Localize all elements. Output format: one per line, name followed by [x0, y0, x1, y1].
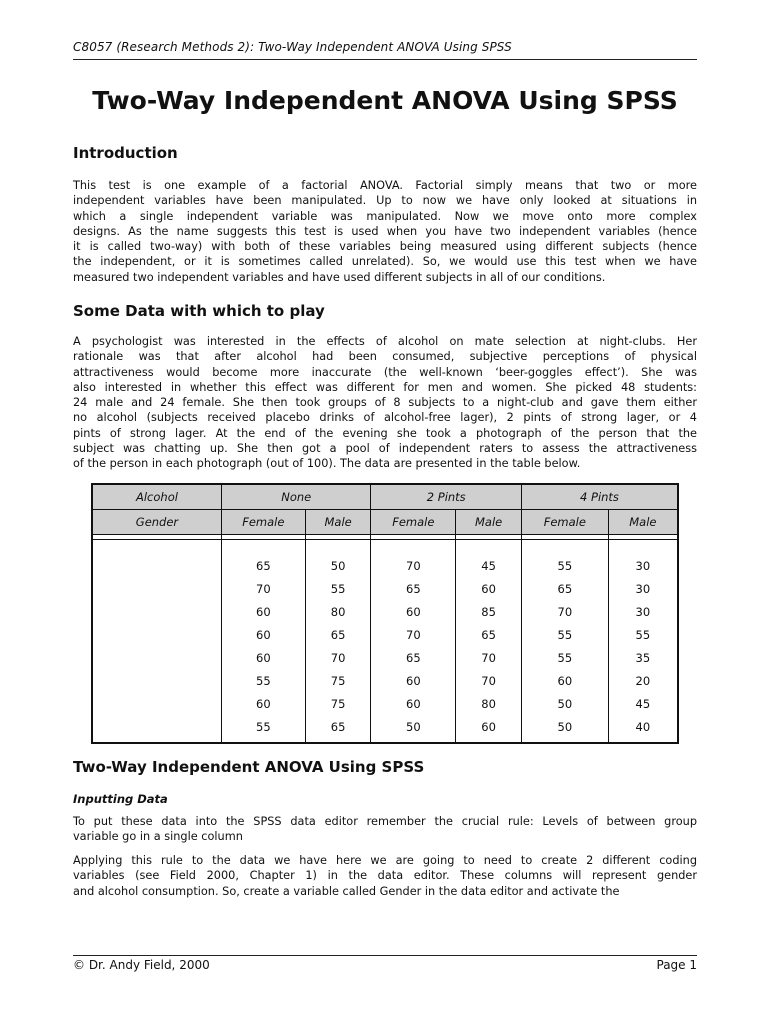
footer-copyright: © Dr. Andy Field, 2000: [73, 958, 210, 972]
table-cell: 60: [371, 600, 456, 623]
table-cell: 85: [456, 600, 522, 623]
text-line: of the person in each photograph (out of 100). The data are presented in the table below.: [73, 457, 581, 471]
table-cell: 50: [521, 692, 608, 715]
some-data-heading: Some Data with which to play: [73, 302, 325, 320]
table-row: [92, 715, 678, 738]
text-line: measured two independent variables and have used different subjects in all of our conditions.: [73, 270, 606, 284]
table-cell: 55: [221, 669, 305, 692]
gender-header: Female: [221, 510, 305, 535]
table-cell: 70: [371, 623, 456, 646]
table-row: [92, 577, 678, 600]
table-row: [92, 692, 678, 715]
table-row: [92, 669, 678, 692]
group-2-pints: 2 Pints: [371, 484, 522, 510]
table-header-alcohol-row: [92, 484, 678, 510]
table-cell: 60: [221, 692, 305, 715]
row-label-cell: [92, 623, 221, 646]
table-cell: 50: [521, 715, 608, 738]
table-cell: 65: [521, 577, 608, 600]
table-cell: 45: [456, 554, 522, 577]
text-line: 24 male and 24 female. She then took groups of 8 subjects to a night-club and gave them either: [73, 396, 697, 410]
table-cell: 60: [371, 669, 456, 692]
running-header: C8057 (Research Methods 2): Two-Way Independent ANOVA Using SPSS: [73, 40, 512, 54]
row-label-cell: [92, 715, 221, 738]
table-cell: 70: [371, 554, 456, 577]
table-cell: 65: [305, 623, 371, 646]
text-line: Applying this rule to the data we have here we are going to need to create 2 different coding: [73, 854, 697, 867]
gender-header: Female: [521, 510, 608, 535]
text-line: variables (see Field 2000, Chapter 1) in the data editor. These columns will represent gender: [73, 869, 697, 883]
introduction-heading: Introduction: [73, 144, 178, 162]
table-cell: 60: [221, 623, 305, 646]
text-line: A psychologist was interested in the effects of alcohol on mate selection at night-clubs. Her: [73, 335, 697, 348]
row-label-cell: [92, 600, 221, 623]
text-line: rationale was that after alcohol had been consumed, subjective perceptions of physical: [73, 350, 697, 364]
attractiveness-data-table: [91, 483, 679, 744]
table-cell: 70: [456, 646, 522, 669]
table-cell: 30: [608, 554, 678, 577]
table-cell: 55: [608, 623, 678, 646]
table-cell: 60: [371, 692, 456, 715]
table-cell: 75: [305, 692, 371, 715]
table-row: [92, 600, 678, 623]
text-line: pints of strong lager. At the end of the evening she took a photograph of the person that the: [73, 426, 697, 440]
table-cell: 55: [521, 646, 608, 669]
footer-page-number: Page 1: [656, 958, 697, 972]
some-data-paragraph: [73, 334, 697, 472]
table-cell: 55: [305, 577, 371, 600]
table-cell: 35: [608, 646, 678, 669]
table-cell: 80: [456, 692, 522, 715]
table-cell: 45: [608, 692, 678, 715]
gender-header: Male: [608, 510, 678, 535]
table-cell: 80: [305, 600, 371, 623]
inputting-data-subheading: Inputting Data: [73, 792, 168, 806]
footer-rule: [73, 955, 697, 956]
table-row: [92, 623, 678, 646]
text-line: designs. As the name suggests this test is used when you have two independent variables (hence: [73, 224, 697, 238]
table-cell: 55: [521, 623, 608, 646]
table-cell: 70: [521, 600, 608, 623]
text-line: variable go in a single column: [73, 830, 243, 844]
row-label-cell: [92, 577, 221, 600]
table-row: [92, 646, 678, 669]
table-cell: 65: [305, 715, 371, 738]
gender-label: Gender: [92, 510, 221, 535]
text-line: no alcohol (subjects received placebo drinks of alcohol-free lager), 2 pints of strong lager, or 4: [73, 411, 697, 425]
table-row: [92, 554, 678, 577]
coding-variables-paragraph: [73, 853, 697, 899]
group-none: None: [221, 484, 371, 510]
table-cell: 60: [456, 577, 522, 600]
table-cell: 65: [221, 554, 305, 577]
table-cell: 20: [608, 669, 678, 692]
gender-header: Male: [456, 510, 522, 535]
text-line: and alcohol consumption. So, create a variable called Gender in the data editor and activate the: [73, 884, 620, 898]
text-line: attractiveness would become more inaccurate (the well-known ‘beer-goggles effect’). She was: [73, 365, 697, 379]
text-line: independent variables have been manipulated. Up to now we have only looked at situations in: [73, 194, 697, 208]
table-cell: 55: [221, 715, 305, 738]
table-cell: 55: [521, 554, 608, 577]
text-line: the independent, or it is sometimes called unrelated). So, we would use this test when we have: [73, 255, 697, 269]
header-rule: [73, 59, 697, 60]
table-cell: 30: [608, 577, 678, 600]
table-cell: 75: [305, 669, 371, 692]
spss-section-heading: Two-Way Independent ANOVA Using SPSS: [73, 758, 425, 776]
table-pad-row: [92, 738, 678, 743]
row-label-cell: [92, 669, 221, 692]
table-cell: 70: [221, 577, 305, 600]
gender-header: Female: [371, 510, 456, 535]
table-cell: 50: [305, 554, 371, 577]
table-cell: 60: [221, 600, 305, 623]
table-cell: 50: [371, 715, 456, 738]
table-cell: 65: [371, 646, 456, 669]
row-label-cell: [92, 646, 221, 669]
table-cell: 70: [305, 646, 371, 669]
text-line: it is called two-way) with both of these variables being measured using different subjects (hence: [73, 240, 697, 254]
inputting-data-paragraph: [73, 814, 697, 845]
text-line: To put these data into the SPSS data editor remember the crucial rule: Levels of between group: [73, 815, 697, 828]
table-cell: 65: [456, 623, 522, 646]
table-cell: 65: [371, 577, 456, 600]
page-title: Two-Way Independent ANOVA Using SPSS: [92, 86, 678, 115]
table-cell: 60: [521, 669, 608, 692]
row-label-cell: [92, 692, 221, 715]
alcohol-label: Alcohol: [92, 484, 221, 510]
text-line: subject was chatting up. She then got a pool of independent raters to assess the attractiveness: [73, 442, 697, 456]
gender-header: Male: [305, 510, 371, 535]
table-cell: 60: [456, 715, 522, 738]
table-cell: 40: [608, 715, 678, 738]
table-pad-row: [92, 540, 678, 555]
table-cell: 70: [456, 669, 522, 692]
text-line: This test is one example of a factorial ANOVA. Factorial simply means that two or more: [73, 179, 697, 192]
group-4-pints: 4 Pints: [521, 484, 678, 510]
table-header-gender-row: [92, 510, 678, 535]
row-label-cell: [92, 554, 221, 577]
text-line: which a single independent variable was manipulated. Now we move onto more complex: [73, 209, 697, 223]
introduction-paragraph: [73, 178, 697, 285]
table-cell: 30: [608, 600, 678, 623]
text-line: also interested in whether this effect was different for men and women. She picked 48 students:: [73, 380, 697, 394]
table-cell: 60: [221, 646, 305, 669]
